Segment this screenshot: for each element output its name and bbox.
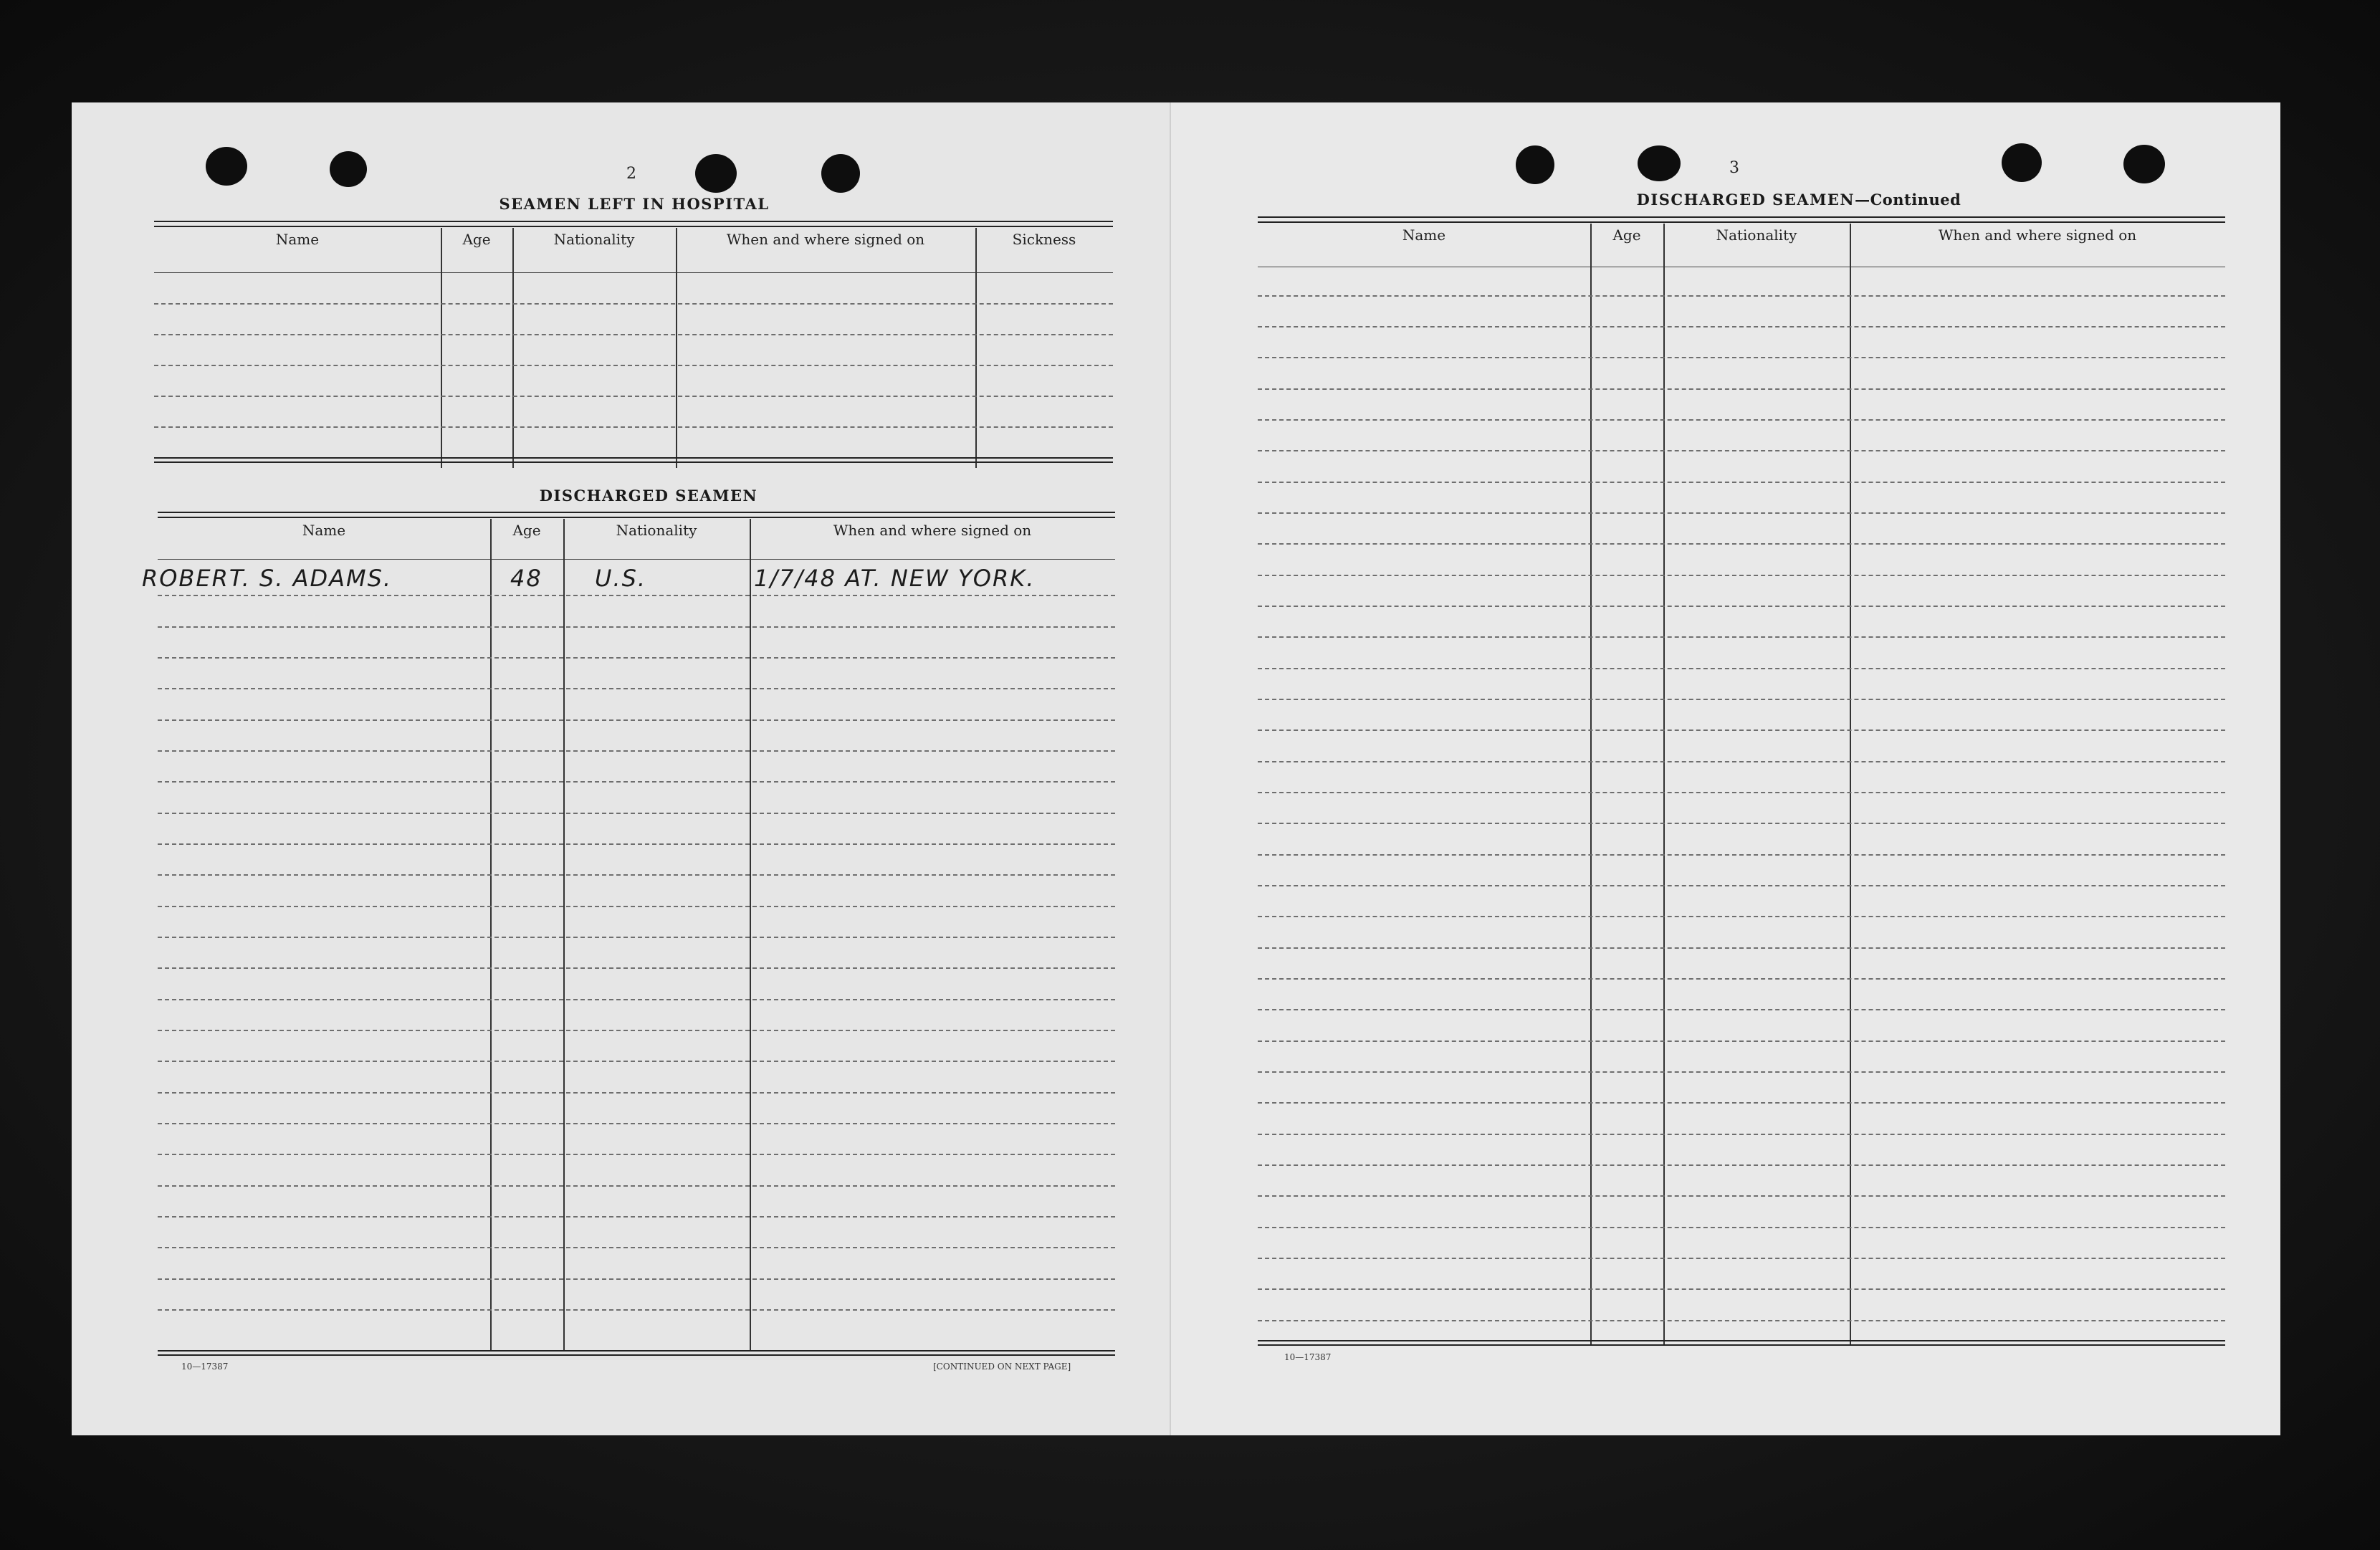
seaman-name: ROBERT. S. ADAMS. [142,565,393,592]
column-header: Nationality [553,231,635,248]
discharged-table [142,512,1115,1357]
title-main: DISCHARGED SEAMEN [1636,191,1855,209]
column-header: Name [275,231,320,248]
column-header: When and where signed on [726,231,925,248]
discharged-continued-title [1541,191,2057,209]
punch-hole [821,154,860,193]
column-header: Nationality [616,522,697,539]
seaman-nationality: U.S. [595,565,647,592]
continued-note: [CONTINUED ON NEXT PAGE] [933,1362,1071,1372]
discharged-section-title: DISCHARGED SEAMEN [539,487,758,504]
page-number-right: 3 [1729,159,1739,177]
column-header: Name [1402,226,1446,244]
column-header: When and where signed on [1938,226,2137,244]
form-number-right: 10—17387 [1284,1352,1332,1362]
punch-hole [1638,145,1681,181]
column-header: When and where signed on [833,522,1032,539]
column-header: Age [512,522,541,539]
discharged-continued-table [1258,216,2225,1349]
column-header: Age [1612,226,1641,244]
punch-hole [330,151,367,187]
column-header: Name [302,522,346,539]
hospital-section-title: SEAMEN LEFT IN HOSPITAL [499,195,770,213]
seaman-signed-on: 1/7/48 AT. NEW YORK. [754,565,1036,592]
column-header: Sickness [1012,231,1076,248]
form-number-left: 10—17387 [181,1362,229,1372]
seaman-age: 48 [510,565,543,592]
column-header: Age [462,231,491,248]
title-suffix: —Continued [1855,191,1961,209]
punch-hole [206,147,247,186]
page-fold [1170,102,1171,1435]
punch-hole [2002,143,2042,182]
punch-hole [695,154,737,193]
column-header: Nationality [1716,226,1797,244]
punch-hole [2123,145,2165,183]
page-number-left: 2 [626,165,636,183]
hospital-table [154,221,1113,464]
punch-hole [1516,145,1554,184]
